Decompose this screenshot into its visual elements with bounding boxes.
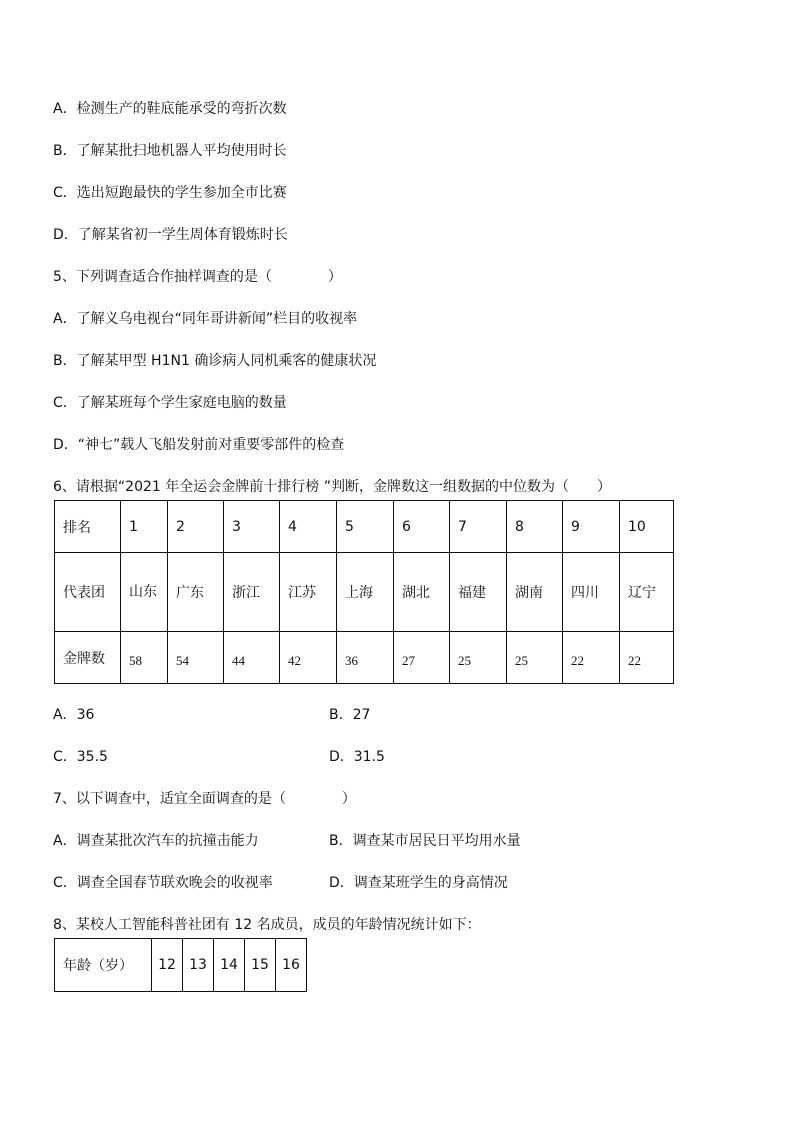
table-row-gold bbox=[55, 632, 674, 684]
q5-option-b: B．了解某甲型 H1N1 确诊病人同机乘客的健康状况 bbox=[53, 353, 377, 369]
rank-cell: 3 bbox=[224, 501, 280, 553]
age-header-cell: 年龄（岁） bbox=[55, 939, 152, 992]
gold-cell: 42 bbox=[280, 632, 337, 684]
q6-stem: 6、请根据“2021 年全运会金牌前十排行榜 ”判断，金牌数这一组数据的中位数为（ ） bbox=[53, 479, 611, 495]
gold-cell: 44 bbox=[224, 632, 280, 684]
gold-cell: 54 bbox=[168, 632, 224, 684]
q7-option-d: D．调查某班学生的身高情况 bbox=[329, 875, 508, 891]
age-table bbox=[54, 938, 307, 992]
table-row-rank bbox=[55, 501, 674, 553]
q6-option-a: A．36 bbox=[53, 707, 95, 723]
q4-option-d: D．了解某省初一学生周体育锻炼时长 bbox=[53, 227, 288, 243]
rank-cell: 9 bbox=[563, 501, 620, 553]
q4-option-c: C．选出短跑最快的学生参加全市比赛 bbox=[53, 185, 287, 201]
rank-cell: 7 bbox=[450, 501, 507, 553]
rank-cell: 10 bbox=[620, 501, 674, 553]
q7-option-c: C．调查全国春节联欢晚会的收视率 bbox=[53, 875, 273, 891]
gold-cell: 36 bbox=[337, 632, 394, 684]
q4-option-a: A．检测生产的鞋底能承受的弯折次数 bbox=[53, 101, 287, 117]
gold-cell: 27 bbox=[394, 632, 450, 684]
q6-option-c: C．35.5 bbox=[53, 749, 108, 765]
gold-medal-table bbox=[54, 500, 674, 684]
row-label-team: 代表团 bbox=[55, 553, 121, 632]
q5-option-c: C．了解某班每个学生家庭电脑的数量 bbox=[53, 395, 287, 411]
team-cell: 广东 bbox=[168, 553, 224, 632]
q7-option-a: A．调查某批次汽车的抗撞击能力 bbox=[53, 833, 259, 849]
rank-cell: 4 bbox=[280, 501, 337, 553]
age-cell: 15 bbox=[245, 939, 276, 992]
gold-cell: 25 bbox=[450, 632, 507, 684]
rank-cell: 6 bbox=[394, 501, 450, 553]
table-row bbox=[55, 939, 307, 992]
team-cell: 湖南 bbox=[507, 553, 563, 632]
age-cell: 14 bbox=[214, 939, 245, 992]
rank-cell: 8 bbox=[507, 501, 563, 553]
rank-cell: 1 bbox=[121, 501, 168, 553]
team-cell: 四川 bbox=[563, 553, 620, 632]
table-row-team bbox=[55, 553, 674, 632]
gold-cell: 22 bbox=[620, 632, 674, 684]
gold-cell: 58 bbox=[121, 632, 168, 684]
rank-cell: 2 bbox=[168, 501, 224, 553]
team-cell: 山东 bbox=[121, 553, 168, 632]
age-cell: 16 bbox=[276, 939, 307, 992]
q6-option-b: B．27 bbox=[329, 707, 371, 723]
age-cell: 12 bbox=[152, 939, 183, 992]
q6-option-d: D．31.5 bbox=[329, 749, 385, 765]
q4-option-b: B．了解某批扫地机器人平均使用时长 bbox=[53, 143, 287, 159]
gold-cell: 22 bbox=[563, 632, 620, 684]
gold-cell: 25 bbox=[507, 632, 563, 684]
team-cell: 江苏 bbox=[280, 553, 337, 632]
q5-stem: 5、下列调查适合作抽样调查的是（ ） bbox=[53, 269, 342, 285]
q5-option-d: D．“神七”载人飞船发射前对重要零部件的检查 bbox=[53, 437, 345, 453]
rank-cell: 5 bbox=[337, 501, 394, 553]
age-cell: 13 bbox=[183, 939, 214, 992]
team-cell: 浙江 bbox=[224, 553, 280, 632]
team-cell: 上海 bbox=[337, 553, 394, 632]
q7-stem: 7、以下调查中，适宜全面调查的是（ ） bbox=[53, 791, 356, 807]
q7-option-b: B．调查某市居民日平均用水量 bbox=[329, 833, 521, 849]
q8-stem: 8、某校人工智能科普社团有 12 名成员，成员的年龄情况统计如下： bbox=[53, 917, 481, 933]
q5-option-a: A．了解义乌电视台“同年哥讲新闻”栏目的收视率 bbox=[53, 311, 358, 327]
team-cell: 湖北 bbox=[394, 553, 450, 632]
row-label-gold: 金牌数 bbox=[55, 632, 121, 684]
team-cell: 辽宁 bbox=[620, 553, 674, 632]
row-label-rank: 排名 bbox=[55, 501, 121, 553]
team-cell: 福建 bbox=[450, 553, 507, 632]
